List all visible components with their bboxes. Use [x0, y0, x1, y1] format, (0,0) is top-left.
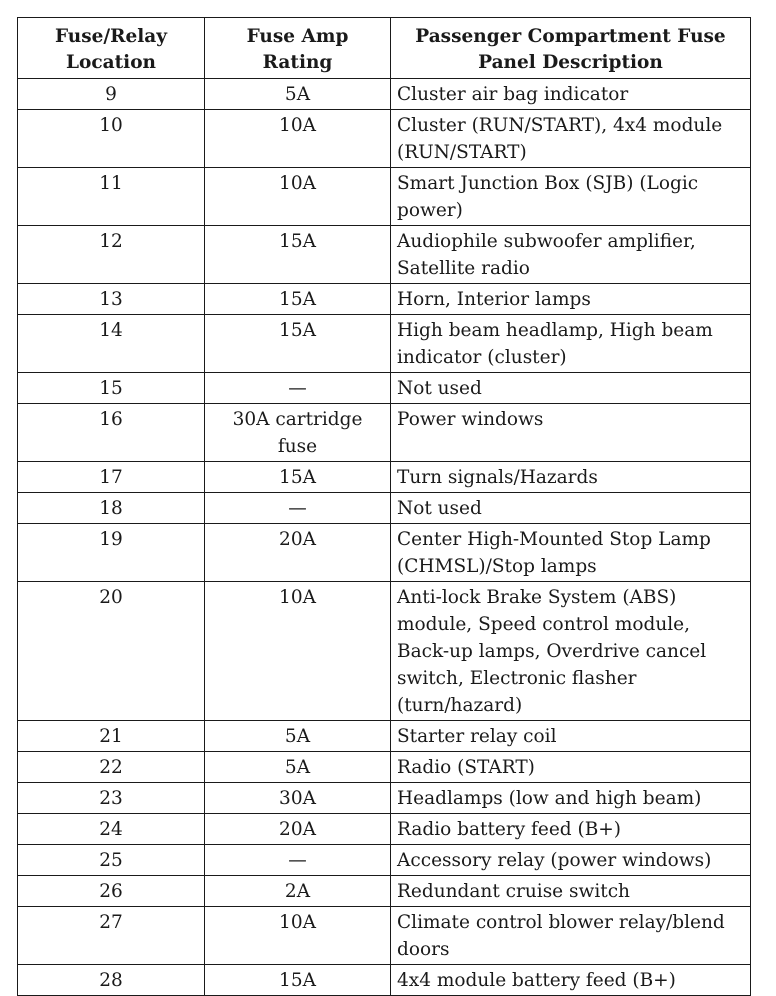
table-row: [18, 373, 751, 404]
table-row: [18, 582, 751, 721]
cell-location: 20: [18, 582, 205, 721]
cell-location: 14: [18, 315, 205, 373]
cell-amp-rating: 20A: [205, 524, 391, 582]
cell-description: Radio (START): [391, 752, 751, 783]
cell-amp-rating: 30A: [205, 783, 391, 814]
cell-description: Not used: [391, 493, 751, 524]
table-row: [18, 965, 751, 996]
table-header: [18, 18, 751, 79]
cell-description: Audiophile subwoofer amplifier, Satellite radio: [391, 226, 751, 284]
cell-description: Accessory relay (power windows): [391, 845, 751, 876]
table-row: [18, 907, 751, 965]
cell-location: 17: [18, 462, 205, 493]
cell-amp-rating: 10A: [205, 168, 391, 226]
table-row: [18, 226, 751, 284]
table-row: [18, 404, 751, 462]
cell-location: 24: [18, 814, 205, 845]
cell-amp-rating: 10A: [205, 110, 391, 168]
table-row: [18, 79, 751, 110]
cell-location: 19: [18, 524, 205, 582]
cell-amp-rating: —: [205, 493, 391, 524]
cell-location: 18: [18, 493, 205, 524]
table-row: [18, 493, 751, 524]
header-amp-rating: Fuse Amp Rating: [205, 18, 391, 79]
table-row: [18, 110, 751, 168]
table-row: [18, 876, 751, 907]
cell-amp-rating: 5A: [205, 752, 391, 783]
cell-description: Center High-Mounted Stop Lamp (CHMSL)/Stop lamps: [391, 524, 751, 582]
cell-amp-rating: 30A cartridge fuse: [205, 404, 391, 462]
table-row: [18, 752, 751, 783]
cell-description: Redundant cruise switch: [391, 876, 751, 907]
header-description: Passenger Compartment Fuse Panel Description: [391, 18, 751, 79]
cell-description: High beam headlamp, High beam indicator (cluster): [391, 315, 751, 373]
table-row: [18, 168, 751, 226]
table-row: [18, 814, 751, 845]
table-row: [18, 462, 751, 493]
cell-amp-rating: 2A: [205, 876, 391, 907]
cell-location: 16: [18, 404, 205, 462]
cell-location: 10: [18, 110, 205, 168]
cell-location: 21: [18, 721, 205, 752]
cell-amp-rating: 15A: [205, 315, 391, 373]
cell-location: 13: [18, 284, 205, 315]
table-row: [18, 721, 751, 752]
table-body: [18, 79, 751, 996]
cell-amp-rating: 20A: [205, 814, 391, 845]
cell-description: Radio battery feed (B+): [391, 814, 751, 845]
header-location: Fuse/Relay Location: [18, 18, 205, 79]
cell-amp-rating: 15A: [205, 462, 391, 493]
cell-description: Cluster air bag indicator: [391, 79, 751, 110]
cell-amp-rating: —: [205, 845, 391, 876]
cell-description: Smart Junction Box (SJB) (Logic power): [391, 168, 751, 226]
table-row: [18, 845, 751, 876]
cell-description: Power windows: [391, 404, 751, 462]
cell-description: Horn, Interior lamps: [391, 284, 751, 315]
cell-location: 23: [18, 783, 205, 814]
cell-amp-rating: 10A: [205, 907, 391, 965]
cell-location: 26: [18, 876, 205, 907]
cell-description: Anti-lock Brake System (ABS) module, Speed control module, Back-up lamps, Overdrive cancel switch, Electronic flasher (turn/hazard): [391, 582, 751, 721]
cell-description: 4x4 module battery feed (B+): [391, 965, 751, 996]
cell-description: Starter relay coil: [391, 721, 751, 752]
cell-amp-rating: 15A: [205, 965, 391, 996]
cell-amp-rating: 10A: [205, 582, 391, 721]
cell-location: 28: [18, 965, 205, 996]
cell-location: 15: [18, 373, 205, 404]
cell-description: Climate control blower relay/blend doors: [391, 907, 751, 965]
cell-description: Not used: [391, 373, 751, 404]
cell-description: Turn signals/Hazards: [391, 462, 751, 493]
cell-location: 9: [18, 79, 205, 110]
fuse-table: [17, 17, 751, 996]
table-row: [18, 315, 751, 373]
header-row: [18, 18, 751, 79]
cell-amp-rating: —: [205, 373, 391, 404]
cell-location: 11: [18, 168, 205, 226]
table-row: [18, 783, 751, 814]
cell-amp-rating: 15A: [205, 284, 391, 315]
table-row: [18, 284, 751, 315]
cell-description: Cluster (RUN/START), 4x4 module (RUN/START): [391, 110, 751, 168]
cell-amp-rating: 5A: [205, 721, 391, 752]
cell-description: Headlamps (low and high beam): [391, 783, 751, 814]
cell-location: 25: [18, 845, 205, 876]
cell-amp-rating: 15A: [205, 226, 391, 284]
cell-amp-rating: 5A: [205, 79, 391, 110]
cell-location: 27: [18, 907, 205, 965]
cell-location: 12: [18, 226, 205, 284]
cell-location: 22: [18, 752, 205, 783]
table-row: [18, 524, 751, 582]
